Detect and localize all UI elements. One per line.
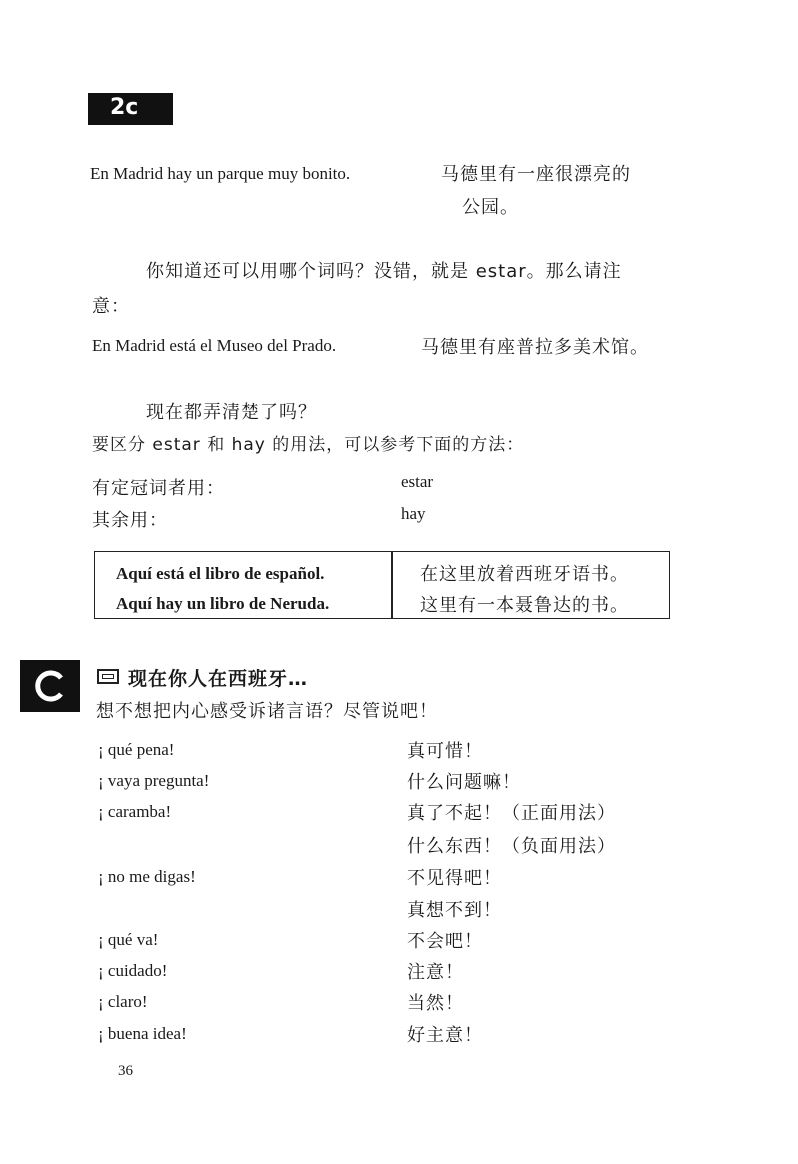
expression-chinese: 当然！ bbox=[407, 993, 464, 1014]
section-marker-icon bbox=[34, 668, 66, 704]
box-row2-chinese: 这里有一本聂鲁达的书。 bbox=[420, 595, 629, 616]
section-label-text: 2c bbox=[110, 95, 139, 120]
box-row1-spanish: Aquí está el libro de español. bbox=[116, 564, 325, 583]
expression-spanish: ¡ qué va! bbox=[98, 930, 159, 949]
expression-chinese: 注意！ bbox=[407, 962, 464, 983]
question-line1: 你知道还可以用哪个词吗？没错，就是 estar。那么请注 bbox=[146, 261, 622, 282]
spain-section-subtitle: 想不想把内心感受诉诸言语？尽管说吧！ bbox=[96, 701, 438, 722]
expression-spanish: ¡ caramba! bbox=[98, 802, 172, 821]
expression-chinese-alt: 真想不到！ bbox=[407, 900, 502, 921]
check-question: 现在都弄清楚了吗？ bbox=[146, 402, 317, 423]
section-side-tab bbox=[20, 660, 80, 712]
expression-chinese-alt: 什么东西！（负面用法） bbox=[407, 836, 616, 857]
expression-chinese: 不见得吧！ bbox=[407, 868, 502, 889]
expression-spanish: ¡ vaya pregunta! bbox=[98, 771, 210, 790]
page-number: 36 bbox=[118, 1063, 133, 1079]
expression-spanish: ¡ claro! bbox=[98, 992, 148, 1011]
expression-chinese: 什么问题嘛！ bbox=[407, 772, 521, 793]
box-divider bbox=[391, 552, 393, 618]
question-line2: 意： bbox=[92, 296, 130, 317]
rule-label-2: 其余用： bbox=[92, 510, 168, 531]
expression-chinese: 真可惜！ bbox=[407, 741, 483, 762]
expression-chinese: 真了不起！（正面用法） bbox=[407, 803, 616, 824]
box-row1-chinese: 在这里放着西班牙语书。 bbox=[420, 564, 629, 585]
expression-spanish: ¡ no me digas! bbox=[98, 867, 196, 886]
expression-spanish: ¡ cuidado! bbox=[98, 961, 168, 980]
expression-spanish: ¡ qué pena! bbox=[98, 740, 175, 759]
example2-chinese: 马德里有座普拉多美术馆。 bbox=[421, 337, 649, 358]
section-label bbox=[88, 93, 173, 125]
intro-chinese-line2: 公园。 bbox=[462, 197, 519, 218]
method-text: 要区分 estar 和 hay 的用法，可以参考下面的方法： bbox=[92, 435, 525, 455]
spain-section-title: 现在你人在西班牙… bbox=[128, 668, 309, 690]
box-row2-spanish: Aquí hay un libro de Neruda. bbox=[116, 594, 330, 613]
expression-chinese: 好主意！ bbox=[407, 1025, 483, 1046]
expression-chinese: 不会吧！ bbox=[407, 931, 483, 952]
expression-spanish: ¡ buena idea! bbox=[98, 1024, 187, 1043]
example2-spanish: En Madrid está el Museo del Prado. bbox=[92, 336, 337, 355]
cassette-icon bbox=[97, 669, 119, 684]
rule-value-2: hay bbox=[401, 504, 426, 523]
intro-chinese-line1: 马德里有一座很漂亮的 bbox=[441, 164, 631, 185]
example-box bbox=[94, 551, 670, 619]
intro-spanish: En Madrid hay un parque muy bonito. bbox=[90, 164, 351, 183]
rule-value-1: estar bbox=[401, 472, 434, 491]
rule-label-1: 有定冠词者用： bbox=[92, 478, 225, 499]
